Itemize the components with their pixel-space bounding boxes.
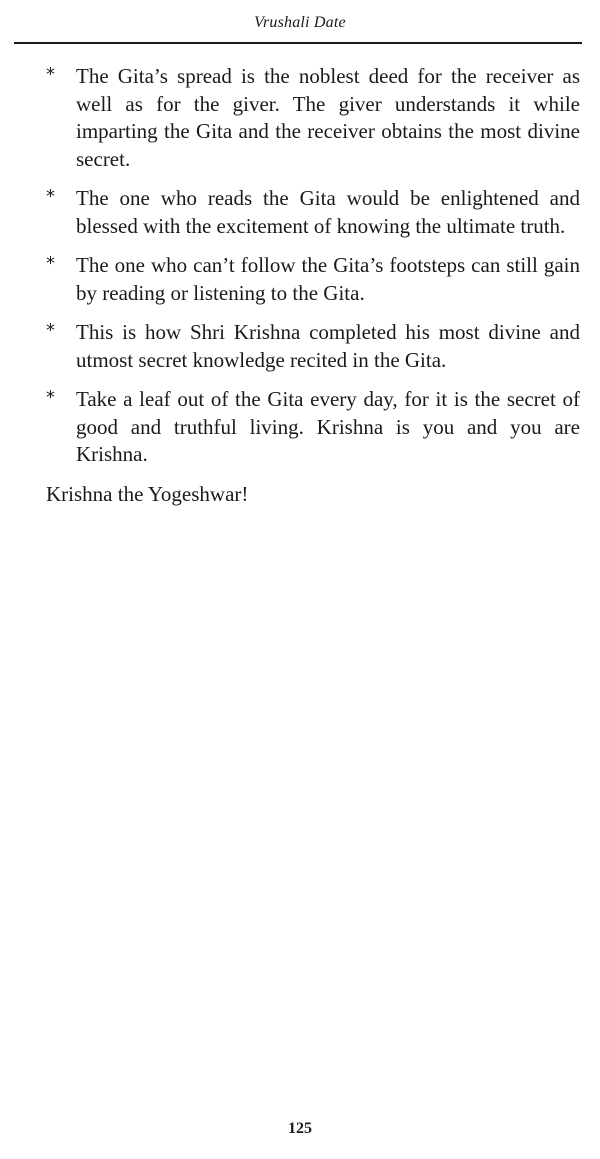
bullet-text: Take a leaf out of the Gita every day, for it is the secret of good and truthful living. Krishna is you and you are Krishna. [76,387,580,466]
closing-line: Krishna the Yogeshwar! [46,481,249,506]
list-item [0,63,600,173]
page-body [0,63,600,508]
bullet-marker: * [46,64,55,85]
bullet-marker: * [46,320,55,341]
bullet-marker: * [46,253,55,274]
page-number: 125 [288,1120,312,1137]
bullet-text: The Gita’s spread is the noblest deed for the receiver as well as for the giver. The giver understands it while imparting the Gita and the receiver obtains the most divine secret. [76,64,580,171]
bullet-text: The one who reads the Gita would be enlightened and blessed with the excitement of knowing the ultimate truth. [76,186,580,238]
bullet-marker: * [46,186,55,207]
bullet-marker: * [46,387,55,408]
bullet-text: The one who can’t follow the Gita’s footsteps can still gain by reading or listening to the Gita. [76,253,580,305]
header-rule [14,42,582,44]
list-item [0,386,600,469]
list-item [0,319,600,374]
list-item [0,185,600,240]
bullet-text: This is how Shri Krishna completed his most divine and utmost secret knowledge recited in the Gita. [76,320,580,372]
running-header: Vrushali Date [254,14,346,31]
bullet-list [0,63,600,469]
list-item [0,252,600,307]
